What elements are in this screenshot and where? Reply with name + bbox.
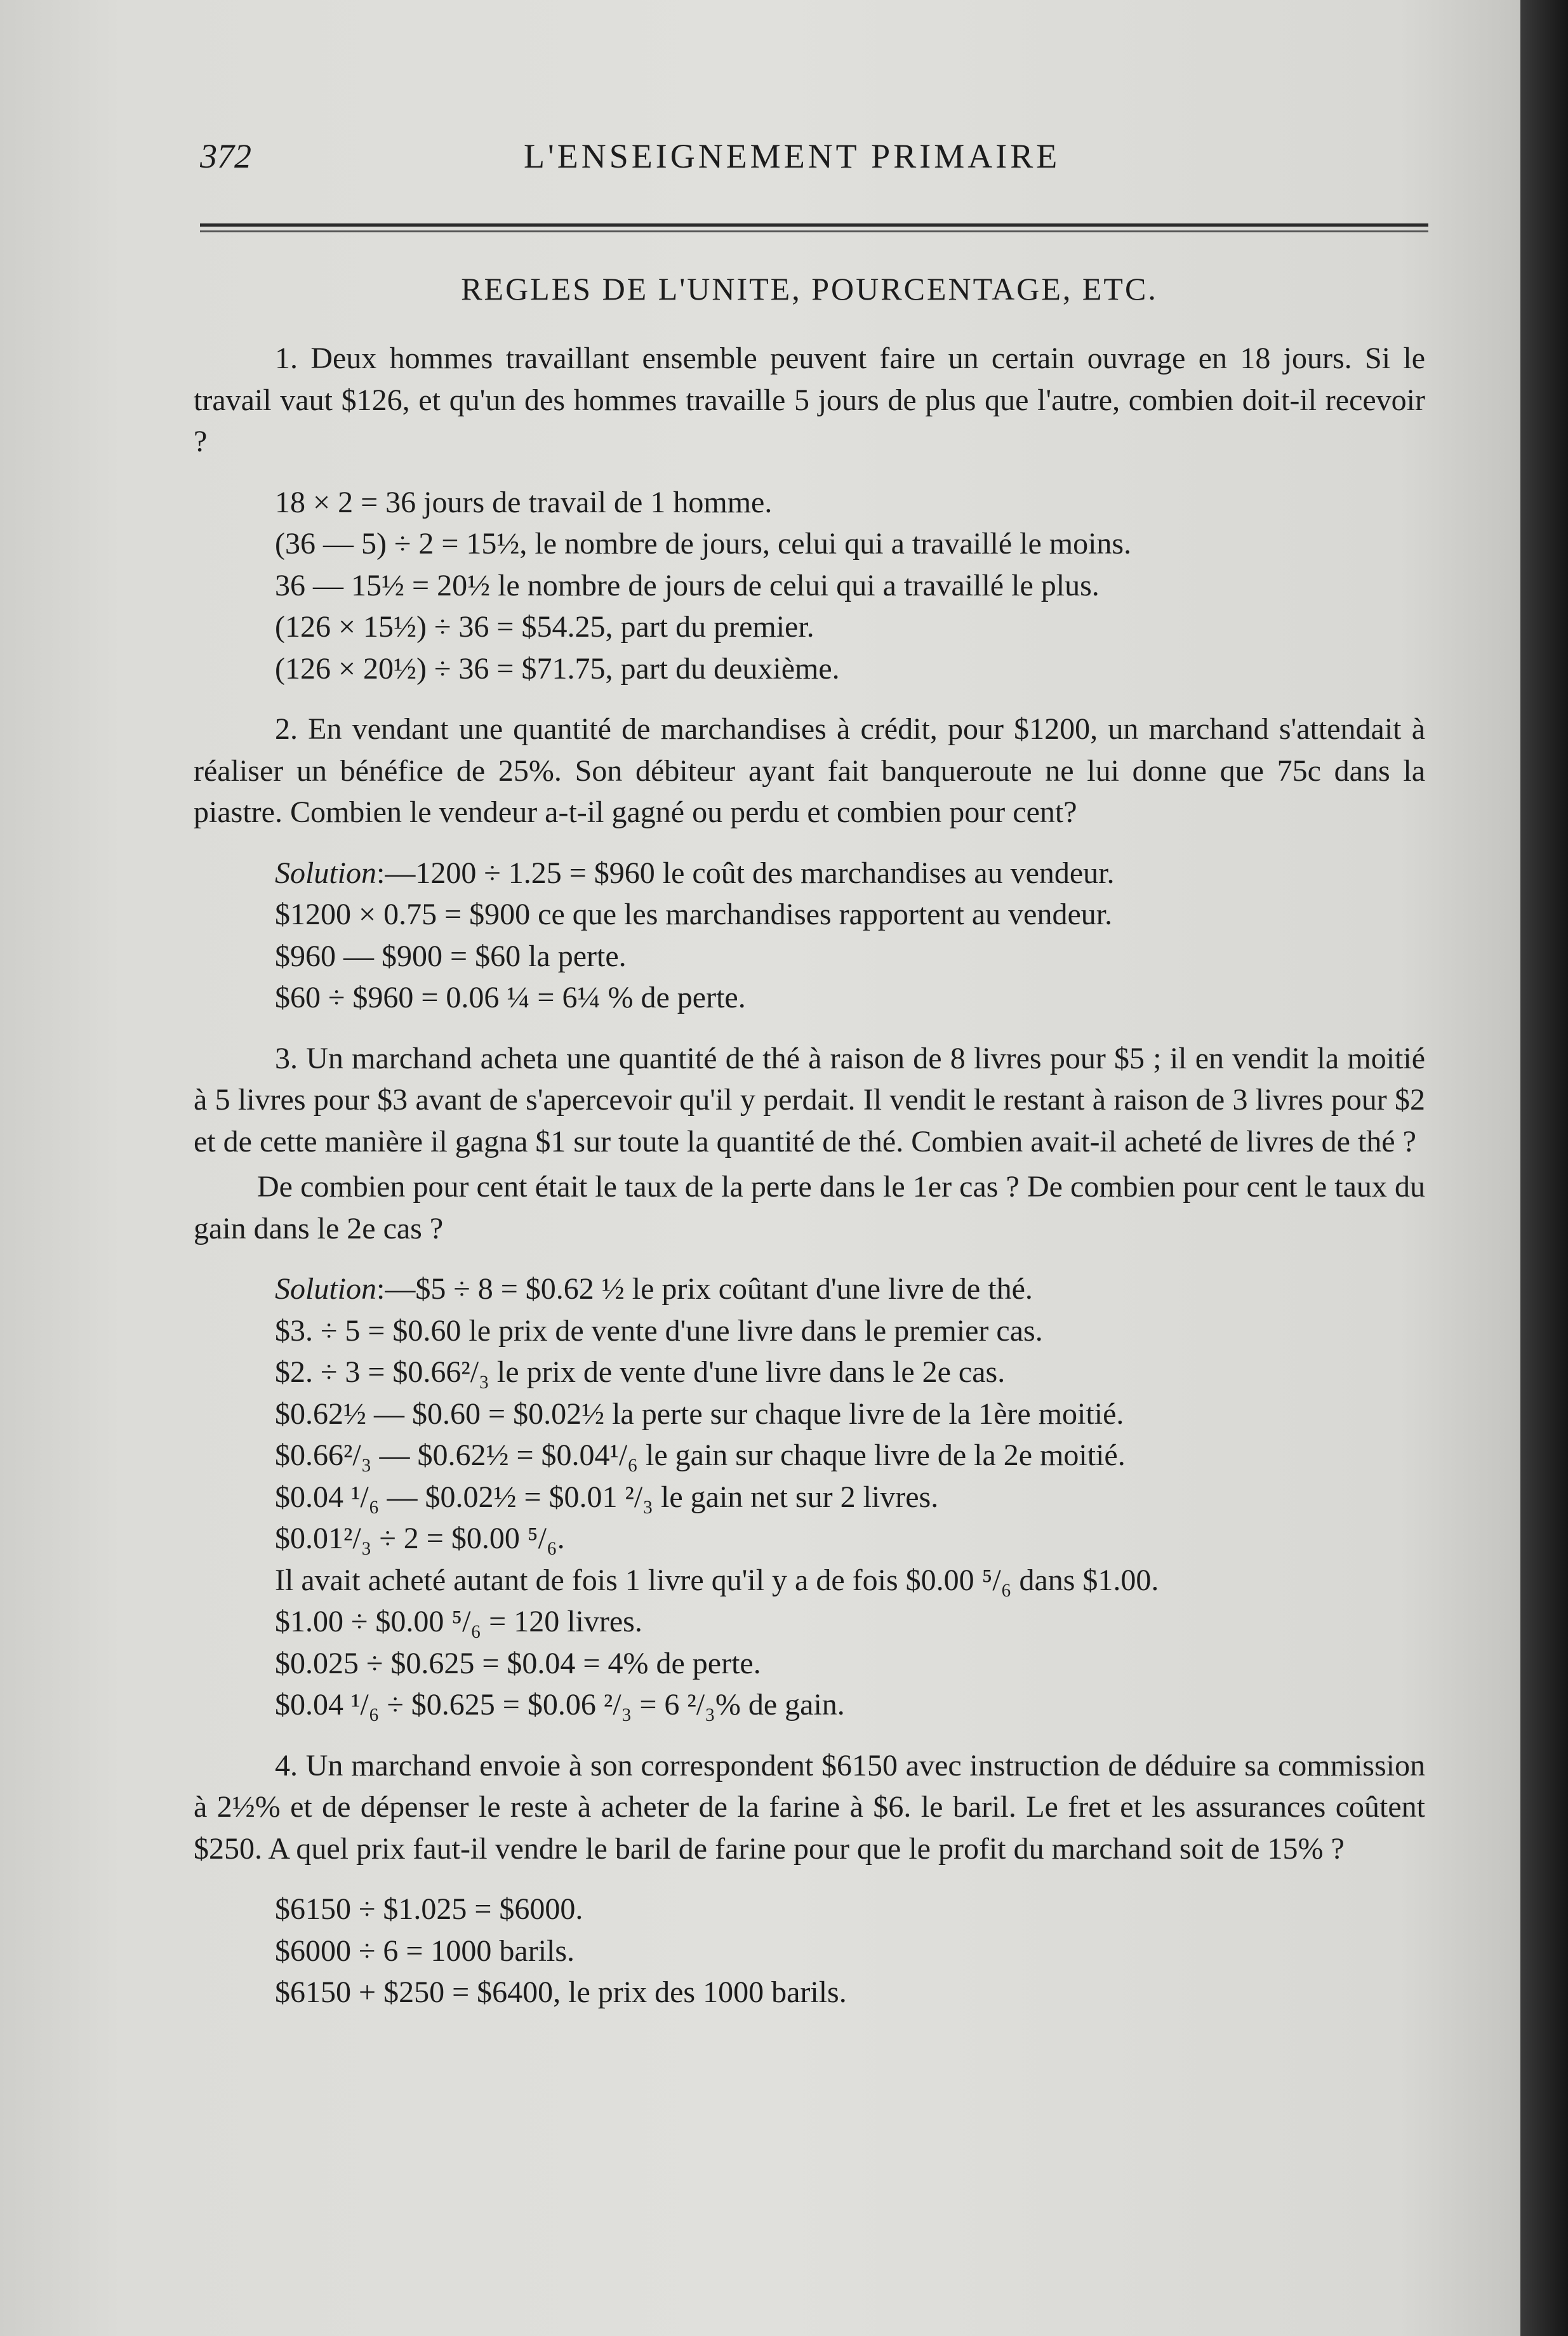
- page-number: 372: [200, 137, 251, 175]
- problem-1-calculations: [194, 482, 1425, 690]
- calc-line: $960 — $900 = $60 la perte.: [275, 939, 627, 973]
- page-header: [200, 136, 1428, 181]
- calc-line: $1.00 ÷ $0.00 ⁵/₆ = 120 livres.: [275, 1605, 642, 1638]
- calc-line: Il avait acheté autant de fois 1 livre qu'il y a de fois $0.00 ⁵/₆ dans $1.00.: [275, 1563, 1159, 1597]
- header-rule: [200, 223, 1428, 232]
- calc-line: $2. ÷ 3 = $0.66²/₃ le prix de vente d'une livre dans le 2e cas.: [275, 1355, 1006, 1389]
- calc-line: $1200 × 0.75 = $900 ce que les marchandises rapportent au vendeur.: [275, 898, 1113, 931]
- calc-line: (36 — 5) ÷ 2 = 15½, le nombre de jours, celui qui a travaillé le moins.: [275, 527, 1132, 561]
- calc-line: [194, 1268, 1425, 1310]
- calc-line: $0.025 ÷ $0.625 = $0.04 = 4% de perte.: [275, 1646, 761, 1680]
- solution-text: :—$5 ÷ 8 = $0.62 ½ le prix coûtant d'une livre de thé.: [376, 1272, 1033, 1306]
- page-content: [194, 267, 1425, 2033]
- calc-line: $3. ÷ 5 = $0.60 le prix de vente d'une livre dans le premier cas.: [275, 1313, 1043, 1348]
- problem-3-text: 3. Un marchand acheta une quantité de thé à raison de 8 livres pour $5 ; il en vendit la moitié à 5 livres pour $3 avant de s'apercevoir qu'il y perdait. Il vendit le restant à raison de 3 livres pour $2 et de cette manière il gagna $1 sur toute la quantité de thé. Combien avait-il acheté de livres de thé ?: [194, 1041, 1425, 1158]
- calc-line: $60 ÷ $960 = 0.06 ¼ = 6¼ % de perte.: [275, 981, 746, 1014]
- calc-line: $6150 ÷ $1.025 = $6000.: [275, 1892, 583, 1926]
- problem-3-question: De combien pour cent était le taux de la perte dans le 1er cas ? De combien pour cent le taux du gain dans le 2e cas ?: [194, 1170, 1425, 1245]
- solution-text: :—1200 ÷ 1.25 = $960 le coût des marchandises au vendeur.: [376, 856, 1115, 890]
- section-title: REGLES DE L'UNITE, POURCENTAGE, ETC.: [461, 271, 1158, 307]
- solution-label: Solution: [275, 1272, 377, 1306]
- calc-line: (126 × 15½) ÷ 36 = $54.25, part du premier.: [275, 610, 814, 644]
- calc-line: 18 × 2 = 36 jours de travail de 1 homme.: [275, 485, 773, 519]
- solution-label: Solution: [275, 856, 377, 890]
- problem-1-text: 1. Deux hommes travaillant ensemble peuvent faire un certain ouvrage en 18 jours. Si le travail vaut $126, et qu'un des hommes travaille 5 jours de plus que l'autre, combien doit-il recevoir ?: [194, 342, 1425, 458]
- calc-line: $0.04 ¹/₆ — $0.02½ = $0.01 ²/₃ le gain net sur 2 livres.: [275, 1480, 939, 1514]
- calc-line: $6150 + $250 = $6400, le prix des 1000 barils.: [275, 1975, 847, 2009]
- problem-2-solution: [194, 853, 1425, 1019]
- running-head: L'ENSEIGNEMENT PRIMAIRE: [524, 137, 1061, 175]
- problem-3-solution: [194, 1268, 1425, 1726]
- problem-2-text: 2. En vendant une quantité de marchandises à crédit, pour $1200, un marchand s'attendait à réaliser un bénéfice de 25%. Son débiteur ayant fait banqueroute ne lui donne que 75c dans la piastre. Combien le vendeur a-t-il gagné ou perdu et combien pour cent?: [194, 712, 1425, 829]
- calc-line: $0.66²/₃ — $0.62½ = $0.04¹/₆ le gain sur chaque livre de la 2e moitié.: [275, 1438, 1126, 1472]
- calc-line: $0.04 ¹/₆ ÷ $0.625 = $0.06 ²/₃ = 6 ²/₃% de gain.: [275, 1688, 845, 1722]
- problem-4-text: 4. Un marchand envoie à son correspondent $6150 avec instruction de déduire sa commission à 2½% et de dépenser le reste à acheter de la farine à $6. le baril. Le fret et les assurances coûtent $250. A quel prix faut-il vendre le baril de farine pour que le profit du marchand soit de 15% ?: [194, 1748, 1425, 1866]
- problem-4-calculations: [194, 1888, 1425, 2014]
- calc-line: $0.62½ — $0.60 = $0.02½ la perte sur chaque livre de la 1ère moitié.: [275, 1397, 1124, 1431]
- calc-line: 36 — 15½ = 20½ le nombre de jours de celui qui a travaillé le plus.: [275, 568, 1100, 602]
- calc-line: [194, 853, 1425, 894]
- book-binding-edge: [1520, 0, 1568, 2336]
- calc-line: $0.01²/₃ ÷ 2 = $0.00 ⁵/₆.: [275, 1522, 565, 1555]
- calc-line: $6000 ÷ 6 = 1000 barils.: [275, 1934, 575, 1968]
- calc-line: (126 × 20½) ÷ 36 = $71.75, part du deuxième.: [275, 651, 840, 686]
